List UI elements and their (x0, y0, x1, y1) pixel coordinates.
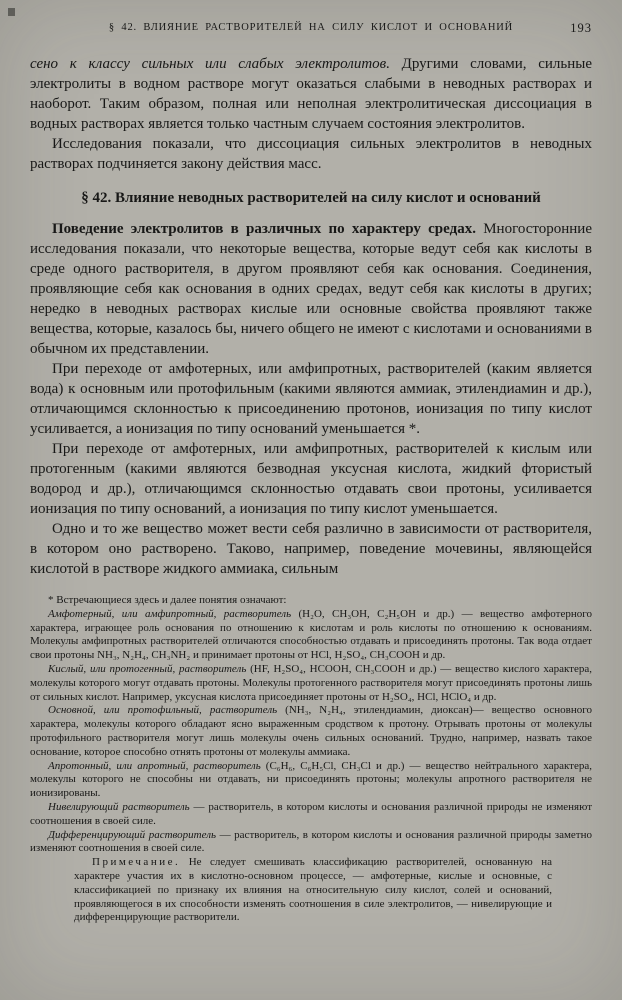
footnote-term: Апротонный, или апротный, растворитель (48, 759, 261, 772)
footnote-term: Основной, или протофильный, растворитель (48, 704, 278, 717)
main-text (30, 54, 592, 579)
paragraph-text: Одно и то же вещество может вести себя различно в зависимости от растворителя, в котором оно растворено. Таково, например, поведение мочевины, являющейся кислотой в растворе жидкого аммиака, сильным (30, 521, 592, 577)
paragraph-text: Другими словами, сильные электролиты в водном растворе могут оказаться слабыми в неводных растворах и наоборот. Таким образом, полная или неполная электролитическая диссоциация в водных растворах является только частным случаем состояния электролитов. (30, 56, 592, 132)
paragraph-text: При переходе от амфотерных, или амфипротных, растворителей к кислым или протогенным (какими являются безводная уксусная кислота, жидкий фтористый водород и др.), отличающимся склонностью отдавать свои протоны, усиливается ионизация по типу оснований, а ионизация по типу кислот уменьшается. (30, 441, 592, 517)
paragraph-lead: Поведение электролитов в различных по характеру средах. (52, 221, 476, 237)
paragraph (30, 219, 592, 359)
footnote-text: — растворитель, в котором кислоты и основания различной природы не изменяют соотношения в своей силе. (30, 800, 592, 827)
footnote-entry (30, 760, 592, 801)
footnote-term: Дифференцирующий растворитель (48, 828, 217, 841)
section-heading: § 42. Влияние неводных растворителей на силу кислот и оснований (81, 190, 541, 206)
footnote-intro: * Встречающиеся здесь и далее понятия означают: (48, 594, 287, 606)
paragraph-lead: сено к классу сильных или слабых электролитов. (30, 56, 390, 72)
footnote-text: (NH₃, N₂H₄, этилендиамин, диоксан)— вещество основного характера, молекулы которого обладают ясно выраженным сродством к протону. Отрывать протоны от молекулы протофильного растворителя могут лишь молекулы очень сильных оснований. Трудно, например, назвать такое основание, которое способно отнять протоны от молекулы аммиака. (30, 704, 593, 758)
footnote-term: Нивелирующий растворитель (48, 800, 190, 813)
paragraph (30, 54, 592, 134)
footnote-entry (30, 608, 592, 663)
footnote-entry (30, 663, 592, 704)
paragraph (30, 134, 592, 174)
running-title: § 42. ВЛИЯНИЕ РАСТВОРИТЕЛЕЙ НА СИЛУ КИСЛОТ И ОСНОВАНИЙ (108, 22, 514, 33)
footnote-entry (30, 704, 592, 759)
page-header (30, 22, 592, 42)
page-number: 193 (570, 21, 592, 35)
footnote-block (30, 594, 592, 925)
paragraph-text: При переходе от амфотерных, или амфипротных, растворителей (каким является вода) к основным или протофильным (какими являются аммиак, этилендиамин и др.), отличающимся склонностью к присоединению протонов, ионизация по типу кислот усиливается, а ионизация по типу оснований уменьшается *. (30, 361, 592, 437)
footnote-note (74, 856, 552, 925)
paragraph-text: Многосторонние исследования показали, что некоторые вещества, которые ведут себя как кислоты в среде одного растворителя, в другом проявляют себя как основания. Соединения, проявляющие себя как основания в одних средах, ведут себя как кислоты в других; нередко в неводных растворах кислые или основные свойства проявляют также вещества, которые, казалось бы, ничего общего не имеют с кислотами и основаниями в обычном их представлении. (30, 221, 592, 357)
paragraph (30, 359, 592, 439)
scan-artifact (8, 8, 15, 16)
footnote-entry (30, 829, 592, 857)
footnote-entry (30, 801, 592, 829)
footnote-term: Амфотерный, или амфипротный, растворитель (48, 607, 292, 620)
note-lead: Примечание. (92, 856, 181, 869)
footnote-term: Кислый, или протогенный, растворитель (48, 662, 247, 675)
footnote-text: (C₆H₆, C₆H₅Cl, CH₃Cl и др.) — вещество нейтрального характера, молекулы которого не способны ни отдавать, ни присоединять протоны; молекулы апротного растворителя не ионизированы. (30, 759, 593, 800)
footnote-text: (HF, H₂SO₄, HCOOH, CH₃COOH и др.) — вещество кислого характера, молекулы которого могут отдавать протоны. Молекулы протогенного растворителя могут присоединять протоны лишь от сильных кислот. Например, уксусная кислота присоединяет протоны от H₂SO₄, HCl, HClO₄ и др. (30, 662, 592, 703)
footnote-text: (H₂O, CH₃OH, C₂H₅OH и др.) — вещество амфотерного характера, играющее роль основания по отношению к кислотам и роль кислоты по отношению к основаниям. Молекулы амфипротных растворителей отличаются способностью отдавать и присоединять протоны. Так вода отдает свои протоны NH₃, N₂H₄, CH₃NH₂ и принимает протоны от HCl, H₂SO₄, CH₃COOH и др. (30, 607, 592, 662)
paragraph (30, 519, 592, 579)
footnote-text: — растворитель, в котором кислоты и основания различной природы заметно изменяют соотношения в своей силе. (30, 828, 592, 855)
paragraph (30, 439, 592, 519)
note-text: Не следует смешивать классификацию растворителей, основанную на характере участия их в кислотно-основном процессе, — амфотерные, кислые и основные, с классификацией по признаку их влияния на относительную силу кислот, солей и оснований, проявляющегося в их способности изменять соотношения в силе электролитов, — нивелирующие и дифференцирующие растворители. (74, 856, 552, 924)
paragraph-text: Исследования показали, что диссоциация сильных электролитов в неводных растворах подчиняется закону действия масс. (30, 136, 592, 172)
